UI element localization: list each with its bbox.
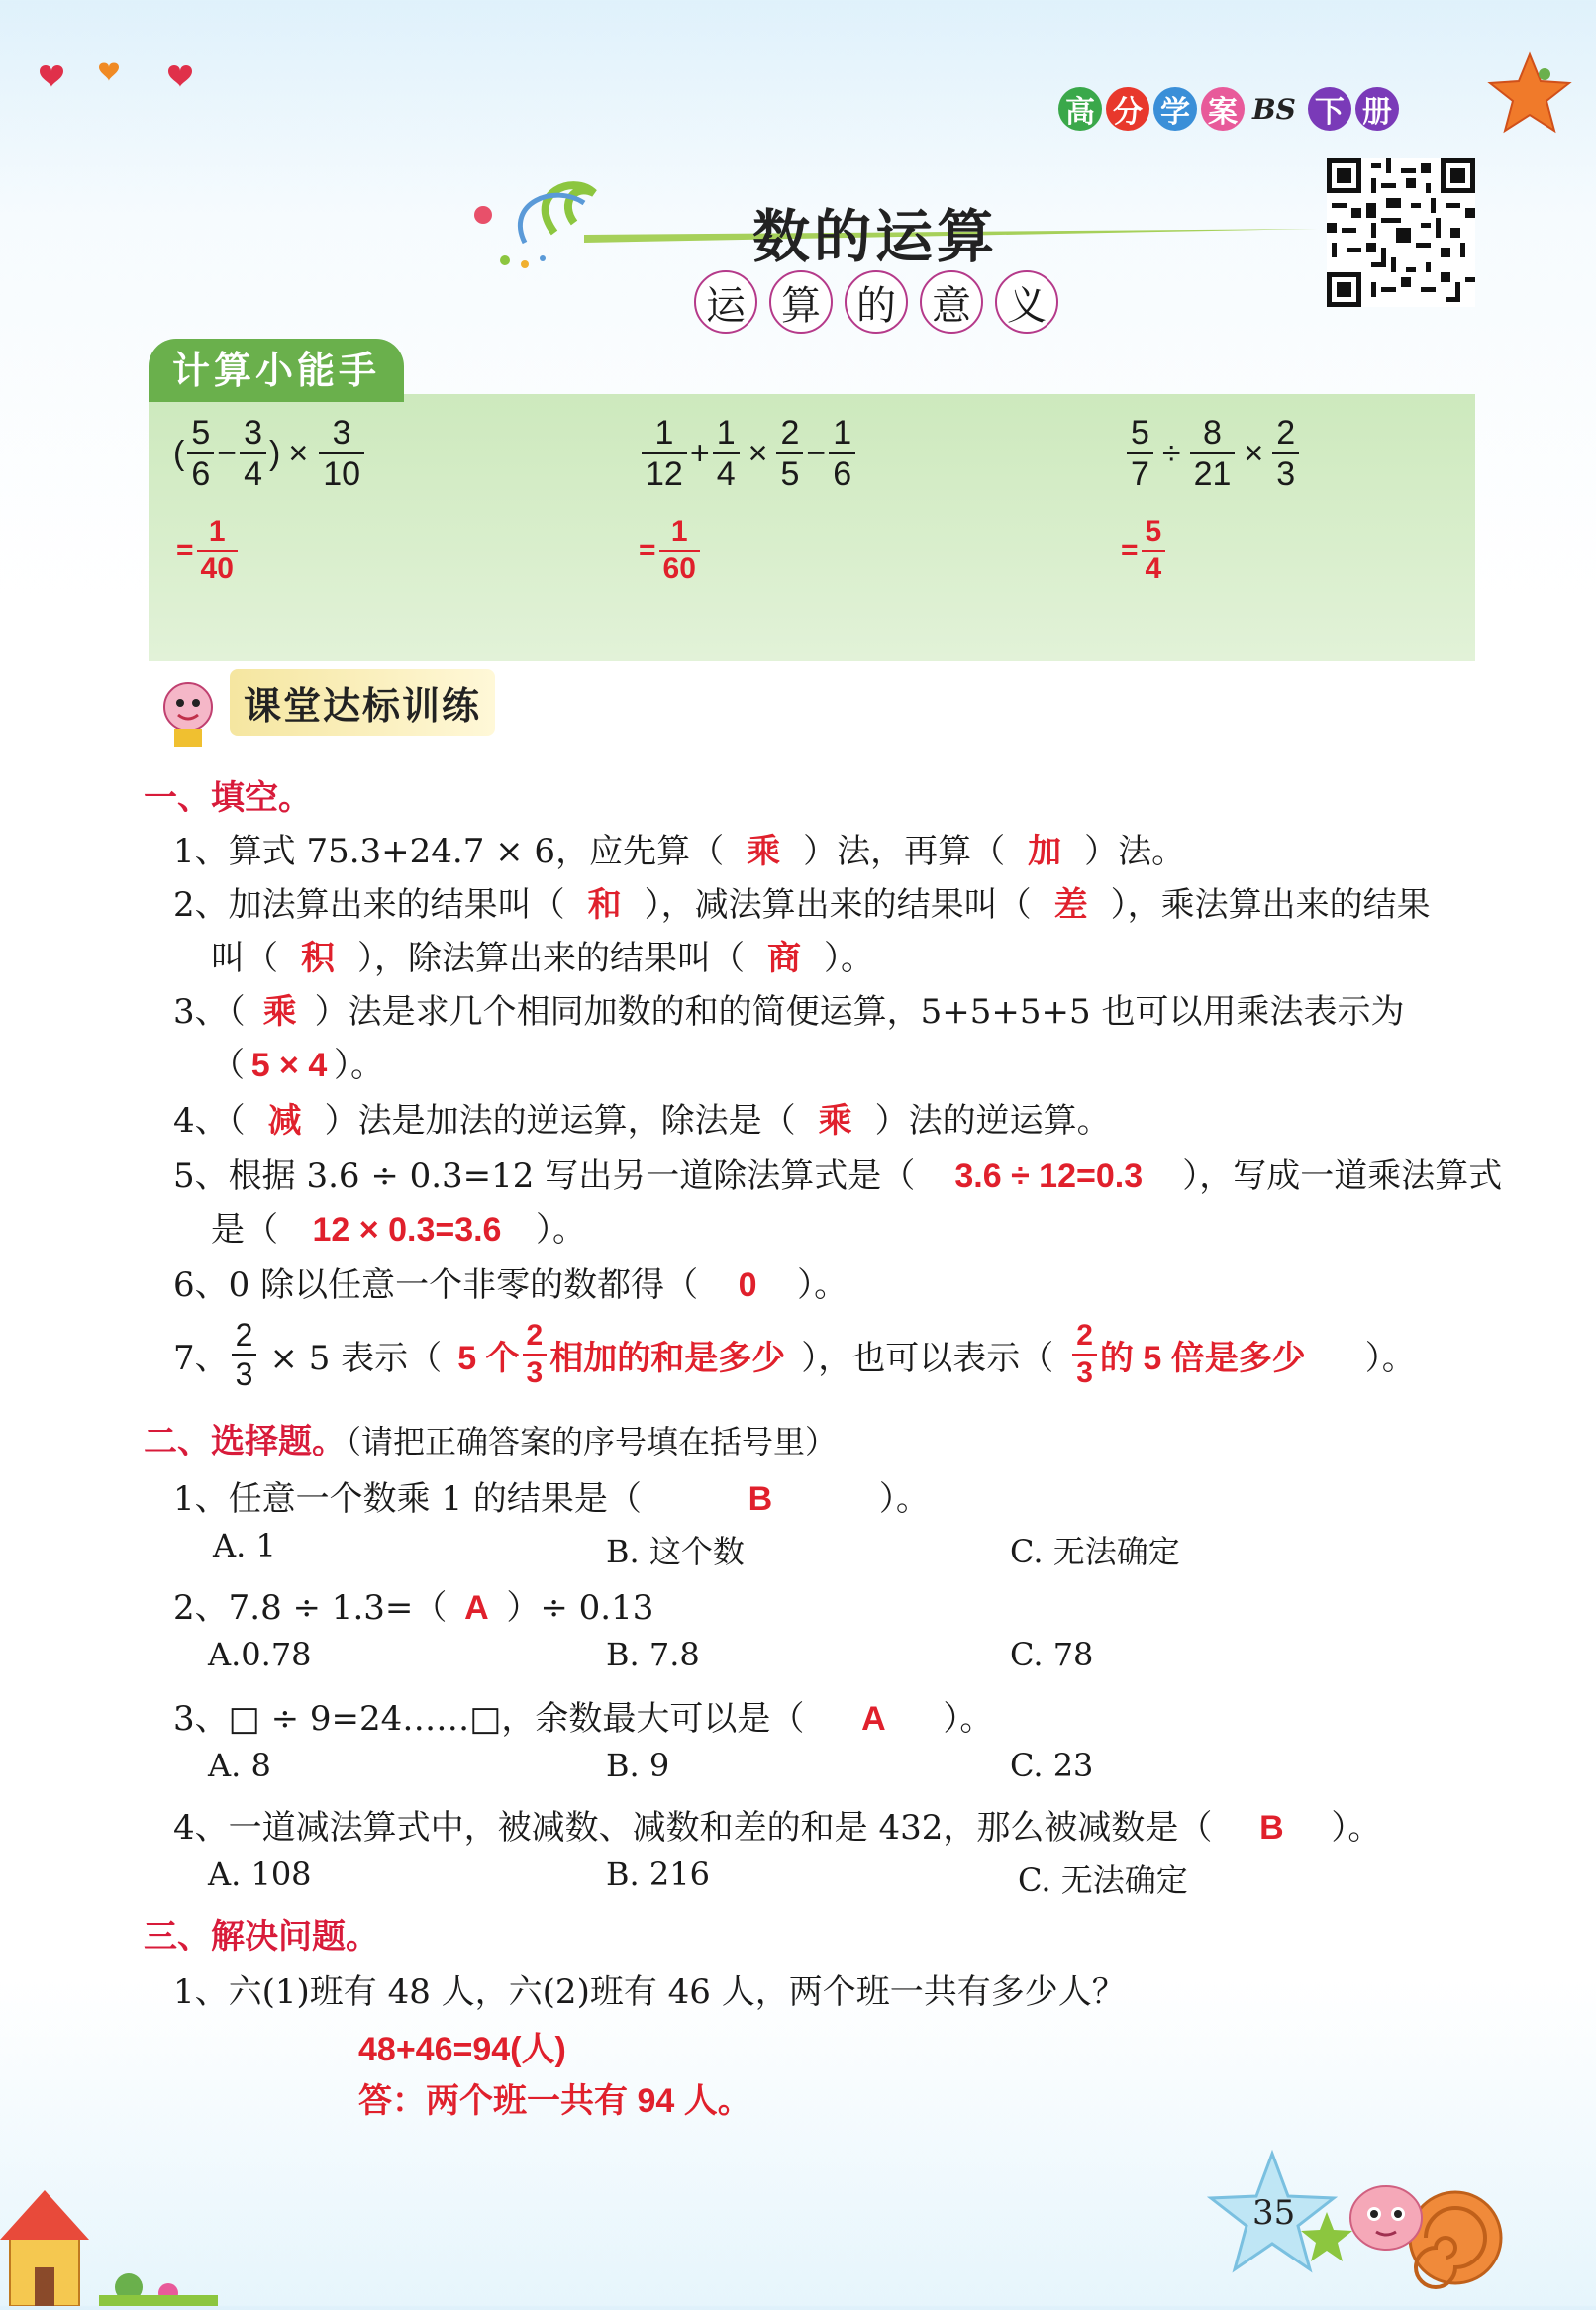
calc-answer-3: = $\frac{5}{4}$ bbox=[1121, 517, 1168, 584]
fill-q6: 6、0 除以任意一个非零的数都得（ 0 ）。 bbox=[173, 1265, 848, 1305]
series-char: 学 bbox=[1153, 87, 1197, 131]
fill-q3-line2: （ 5 × 4 ）。 bbox=[211, 1046, 384, 1085]
subtitle-char: 的 bbox=[845, 270, 908, 334]
house-decoration bbox=[0, 2168, 218, 2310]
page-title: 数的运算 bbox=[752, 203, 999, 270]
page-number: 35 bbox=[1252, 2193, 1296, 2233]
subtitle-char: 意 bbox=[920, 270, 983, 334]
page-subtitle bbox=[688, 270, 1064, 334]
choice-q4: 4、一道减法算式中，被减数、减数和差的和是 432，那么被减数是（ B ）。 bbox=[173, 1808, 1382, 1848]
fill-q5-line2: 是（ 12 × 0.3=3.6 ）。 bbox=[211, 1210, 586, 1250]
choice-q3-option-a: A. 8 bbox=[208, 1747, 271, 1784]
choice-q4-option-c: C. 无法确定 bbox=[1018, 1861, 1188, 1899]
part3-heading: 三、解决问题。 bbox=[144, 1917, 379, 1957]
part2-heading: 二、选择题。（请把正确答案的序号填在括号里） bbox=[144, 1422, 838, 1461]
fill-q3: 3、（ 乘 ）法是求几个相同加数的和的简便运算，5+5+5+5 也可以用乘法表示为 bbox=[173, 992, 1405, 1032]
choice-q1-option-b: B. 这个数 bbox=[606, 1533, 745, 1570]
volume-char: 册 bbox=[1355, 87, 1399, 131]
fill-q2: 2、加法算出来的结果叫（ 和 ），减法算出来的结果叫（ 差 ），乘法算出来的结果 bbox=[173, 885, 1431, 925]
calc-problem-3: $\frac{5}{7}$ ÷ $\frac{8}{21}$ × $\frac{2}{3}$ bbox=[1124, 416, 1302, 491]
fraction: $\frac{2}{5}$ bbox=[776, 416, 803, 491]
class-section-label: 课堂达标训练 bbox=[230, 669, 495, 736]
fill-q7: 7、 $\frac{2}{3}$ × 5 表示（ 5 个 $\frac{2}{3}$ 相加的和是多少 ），也可以表示（ $\frac{2}{3}$ 的 5 倍是多少 ）。 bbox=[173, 1317, 1416, 1392]
calc-answer-1: = $\frac{1}{40}$ bbox=[176, 517, 241, 584]
fraction: $\frac{5}{6}$ bbox=[187, 416, 214, 491]
qr-code bbox=[1327, 158, 1475, 311]
calc-problem-2: $\frac{1}{12}$ + $\frac{1}{4}$ × $\frac{2}{5}$ − $\frac{1}{6}$ bbox=[639, 416, 858, 491]
part1-heading: 一、填空。 bbox=[144, 778, 312, 818]
series-char: 分 bbox=[1106, 87, 1149, 131]
choice-q4-option-a: A. 108 bbox=[208, 1856, 312, 1893]
green-star-decoration bbox=[1297, 2208, 1356, 2271]
choice-q3-option-b: B. 9 bbox=[606, 1747, 670, 1784]
choice-q4-option-b: B. 216 bbox=[606, 1856, 710, 1893]
series-header bbox=[1054, 87, 1399, 131]
volume-char: 下 bbox=[1308, 87, 1351, 131]
problem-q1-stem: 1、六(1)班有 48 人，六(2)班有 46 人，两个班一共有多少人？ bbox=[173, 1972, 1126, 2012]
hearts-decoration bbox=[30, 59, 208, 93]
fraction: $\frac{1}{6}$ bbox=[829, 416, 855, 491]
choice-q2-option-a: A.0.78 bbox=[208, 1636, 312, 1673]
fraction: $\frac{1}{4}$ bbox=[713, 416, 740, 491]
fraction: $\frac{2}{3}$ bbox=[1272, 416, 1299, 491]
problem-q1-work: 48+46=94(人) bbox=[358, 2031, 566, 2068]
star-decoration bbox=[1485, 50, 1574, 143]
fill-q4: 4、（ 减 ）法是加法的逆运算，除法是（ 乘 ）法的逆运算。 bbox=[173, 1101, 1111, 1141]
fraction: $\frac{3}{10}$ bbox=[319, 416, 364, 491]
choice-q1-option-a: A. 1 bbox=[213, 1527, 276, 1564]
series-char: 高 bbox=[1058, 87, 1102, 131]
choice-q1-option-c: C. 无法确定 bbox=[1010, 1533, 1180, 1570]
choice-q3: 3、□ ÷ 9=24……□，余数最大可以是（ A ）。 bbox=[173, 1699, 994, 1739]
fraction: $\frac{3}{4}$ bbox=[240, 416, 266, 491]
fill-q2-line2: 叫（ 积 ），除法算出来的结果叫（ 商 ）。 bbox=[211, 939, 874, 978]
choice-q2-option-c: C. 78 bbox=[1010, 1636, 1094, 1673]
fill-q5: 5、根据 3.6 ÷ 0.3=12 写出另一道除法算式是（ 3.6 ÷ 12=0.3 ），写成一道乘法算式 bbox=[173, 1156, 1503, 1196]
mascot-icon bbox=[149, 671, 228, 754]
edition-label: BS bbox=[1252, 92, 1296, 126]
calc-section-label: 计算小能手 bbox=[149, 339, 404, 402]
choice-q3-option-c: C. 23 bbox=[1010, 1747, 1094, 1784]
choice-q2-option-b: B. 7.8 bbox=[606, 1636, 700, 1673]
problem-q1-answer: 答：两个班一共有 94 人。 bbox=[358, 2082, 751, 2120]
subtitle-char: 运 bbox=[694, 270, 757, 334]
calc-problem-1: ( $\frac{5}{6}$ − $\frac{3}{4}$ ) × $\frac{3}{10}$ bbox=[173, 416, 367, 491]
subtitle-char: 算 bbox=[769, 270, 833, 334]
fraction: $\frac{8}{21}$ bbox=[1190, 416, 1236, 491]
fill-q1: 1、算式 75.3+24.7 × 6，应先算（ 乘 ）法，再算（ 加 ）法。 bbox=[173, 832, 1186, 871]
choice-q2: 2、7.8 ÷ 1.3=（ A ）÷ 0.13 bbox=[173, 1588, 654, 1628]
calc-answer-2: = $\frac{1}{60}$ bbox=[639, 517, 703, 584]
series-char: 案 bbox=[1201, 87, 1245, 131]
subtitle-char: 义 bbox=[995, 270, 1058, 334]
snail-mascot-icon bbox=[1347, 2178, 1525, 2301]
choice-q1: 1、任意一个数乘 1 的结果是（ B ）。 bbox=[173, 1479, 930, 1519]
fraction: $\frac{1}{12}$ bbox=[642, 416, 687, 491]
fraction: $\frac{5}{7}$ bbox=[1127, 416, 1153, 491]
